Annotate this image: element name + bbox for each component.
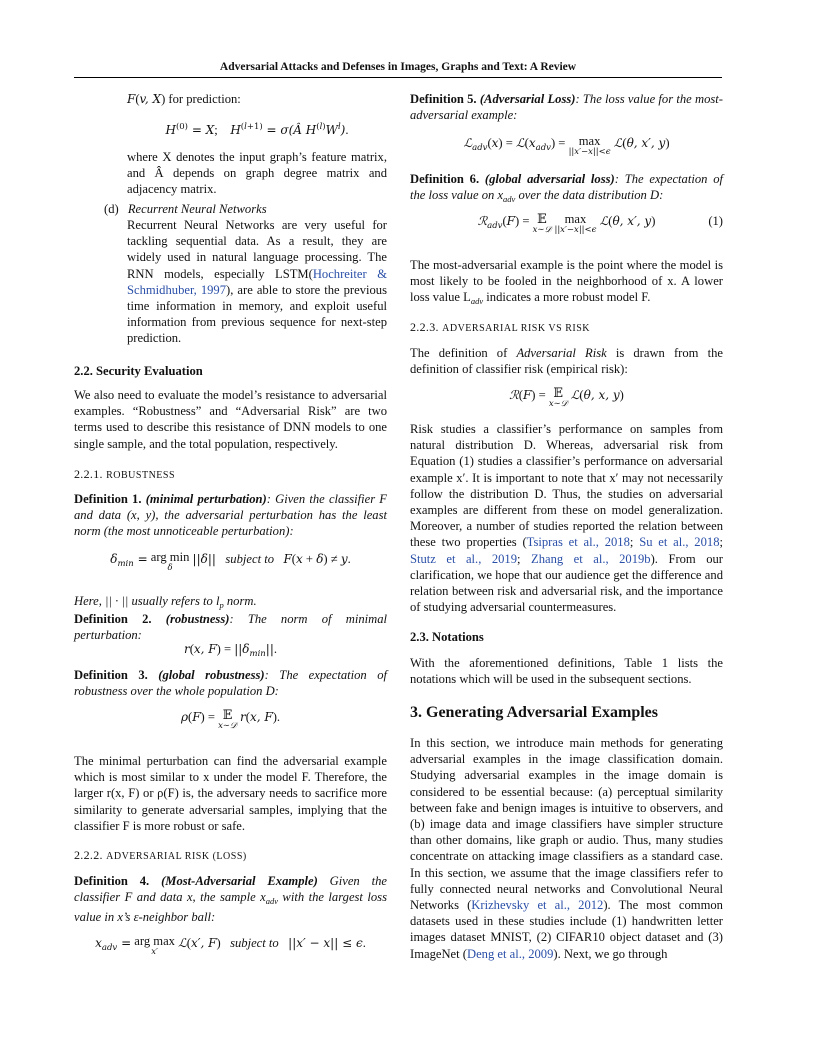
min-perturbation-text: The minimal perturbation can find the adversarial example which is most similar to x under the model F. Therefore, the larger r(x, F) or ρ(F) is, the adversary needs to sacrifice more similarity to generate adversarial samples, implying that the classifier F is more robust or safe. xyxy=(74,754,387,833)
list-item-title: Recurrent Neural Networks xyxy=(127,202,267,216)
section-2-2-1-heading: 2.2.1. ROBUSTNESS xyxy=(74,467,176,481)
risk-body: Risk studies a classifier’s performance on samples from natural distribution D. Whereas, adversarial risk from Equation (1) studies a classifier’s performance on adversarial example x′. It is important to note that x′ may not necessarily follow the distribution D. Thus, the studies on adversarial examples are different from these on model generalization. Moreover, a number of studies reported the relation between these two properties (Tsipras et al., 2018; Su et al., 2018; Stutz et al., 2019; Zhang et al., 2019b). From our clarification, we hope that our audience get the difference and relation between risk and adversarial risk, and the importance of studying adversarial countermeasures. xyxy=(410,422,724,615)
most-adversarial-equation: $x_{adv}$ = arg max x′ ℒ(x′, F) subject to ||x′ − x|| ≤ ϵ. xyxy=(95,934,366,957)
section-2-3-body: With the aforementioned definitions, Table 1 lists the notations which will be used in the subsequent sections. xyxy=(410,656,723,687)
robustness-equation: r(x, $F) = ||\delta_{min}||$. xyxy=(183,642,278,659)
gcn-equation: $H^{(0)} = X$; $H^{(l+1)}$ = σ(Â $H^{(l)}W^l$). xyxy=(165,122,349,137)
section-2-2-heading: 2.2. Security Evaluation xyxy=(74,364,203,378)
min-perturbation-equation: $\delta_{min}$ = arg min δ ||δ|| subject to F(x + δ) ≠ y. xyxy=(110,550,351,573)
risk-intro: The definition of Adversarial Risk is drawn from the definition of classifier risk (empirical risk): xyxy=(410,346,723,377)
equation-number: (1) xyxy=(708,214,723,228)
definition-5: Definition 5. (Adversarial Loss): The loss value for the most-adversarial example: xyxy=(410,92,724,123)
norm-note: Here, || · || usually refers to $l_p$ norm. xyxy=(74,594,257,610)
definition-6: Definition 6. (global adversarial loss): The expectation of the loss value on $x_{adv}$ over the data distribution D: xyxy=(410,172,723,205)
global-robustness-equation: ρ(F) = 𝔼 x∼𝒟 r(x, F). xyxy=(180,708,281,731)
section-3-body: In this section, we introduce main methods for generating adversarial examples in the image classification domain. Studying adversarial examples in the image domain is considered to be essential because: (a) perceptual similarity between fake and benign images is intuitive to observers, and (b) image data and image classifiers have simpler structure than other domains, like graph or audio. Thus, many studies concentrate on attacking image classifiers as a standard case. In this section, we assume that the image classifiers refer to fully connected neural networks and Convolutional Neural Networks (Krizhevsky et al., 2012). The most common datasets used in these studies include (1) handwritten letter images dataset MNIST, (2) CIFAR10 object dataset and (3) ImageNet (Deng et al., 2009). Next, we go through xyxy=(410,736,723,961)
section-2-2-2-heading: 2.2.2. ADVERSARIAL RISK (LOSS) xyxy=(74,848,247,862)
global-adversarial-loss-equation: ℛ$_{adv}$(F) = 𝔼 x∼𝒟 max ||x′−x||<ϵ ℒ(θ, x′, y) (1) xyxy=(477,212,723,235)
adversarial-loss-equation: ℒ$_{adv}$(x) = $ℒ(x_{adv}) = \max$ ||x′−x||<ϵ ℒ(θ, x′, y) xyxy=(463,134,670,157)
definition-4: Definition 4. (Most-Adversarial Example) Given the classifier F and data x, the sample $x_{adv}$ with the largest loss value in x’s ε-neighbor ball: xyxy=(74,874,387,925)
citation-link[interactable]: Stutz et al., 2019 xyxy=(410,551,518,566)
list-marker: (d) xyxy=(104,202,119,216)
section-2-3-heading: 2.3. Notations xyxy=(410,630,484,644)
gcn-text: where X denotes the input graph’s feature matrix, and Â depends on graph degree matrix and adjacency matrix. xyxy=(127,150,387,197)
section-3-heading: 3. Generating Adversarial Examples xyxy=(410,704,658,721)
definition-1: Definition 1. (minimal perturbation): Given the classifier F and data (x, y), the adversarial perturbation has the least norm (the most unnoticeable perturbation): xyxy=(74,492,387,539)
running-header: Adversarial Attacks and Defenses in Images, Graphs and Text: A Review xyxy=(219,61,577,73)
citation-link[interactable]: Tsipras et al., 2018 xyxy=(526,535,630,550)
definition-2: Definition 2. (robustness): The norm of minimal perturbation: xyxy=(74,612,388,643)
risk-equation: ℛ(F) = 𝔼 x∼𝒟 ℒ(θ, x, y) xyxy=(509,386,624,409)
citation-link[interactable]: Zhang et al., 2019b xyxy=(531,551,651,566)
definition-3: Definition 3. (global robustness): The expectation of robustness over the whole population D: xyxy=(74,668,387,699)
citation-link[interactable]: Su et al., 2018 xyxy=(639,535,720,550)
citation-link[interactable]: Krizhevsky et al., 2012 xyxy=(471,898,604,913)
section-2-2-body: We also need to evaluate the model’s resistance to adversarial examples. “Robustness” and “Adversarial Risk” are two terms used to describe this resistance of DNN models to one single sample, and the total population, respectively. xyxy=(74,388,387,451)
intro-line: F(v, X) for prediction: xyxy=(127,92,241,106)
rnn-paragraph: Recurrent Neural Networks are very useful for tackling sequential data. As a result, they are widely used in natural language processing. The RNN models, especially LSTM(Hochreiter & Schmidhuber, 1997), are able to store the previous time information in memory, and exploit useful information from previous sequence for next-step prediction. xyxy=(127,218,387,346)
citation-link[interactable]: Deng et al., 2009 xyxy=(467,946,554,961)
section-2-2-3-heading: 2.2.3. ADVERSARIAL RISK VS RISK xyxy=(410,320,590,334)
list-item-d xyxy=(104,201,387,217)
header-rule xyxy=(74,77,722,78)
citation-link[interactable]: Hochreiter & Schmidhuber, 1997 xyxy=(127,266,387,297)
most-adversarial-text: The most-adversarial example is the point where the model is most likely to be fooled in the neighborhood of x. A lower loss value $L_{adv}$ indicates a more robust model F. xyxy=(410,258,723,307)
